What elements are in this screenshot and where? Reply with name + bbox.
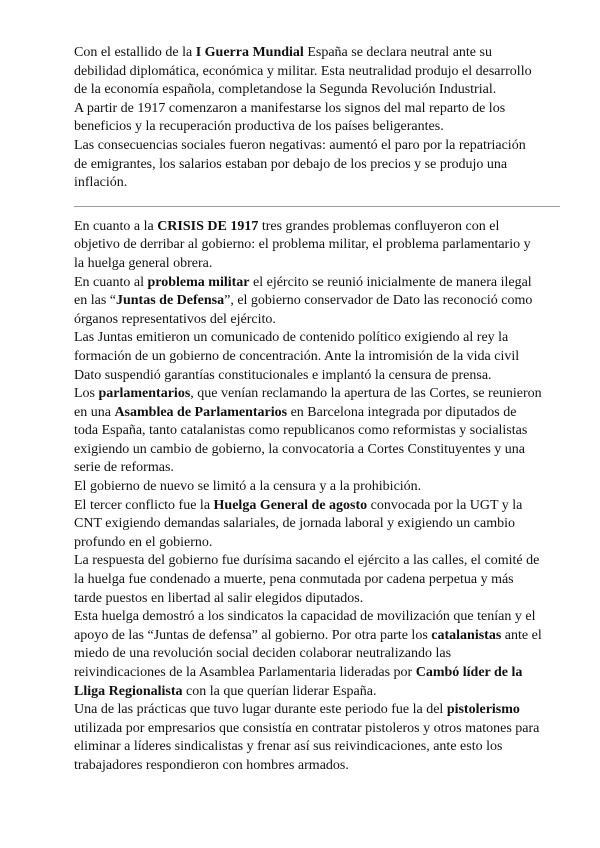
bold-term: catalanistas [431,627,502,643]
paragraph-guerra-mundial: Con el estallido de la I Guerra Mundial España se declara neutral ante su debilidad diplomática, económica y militar. Esta neutralidad produjo el desarrollo de la economía española, completandose la Segunda Revolución Industrial. [74,45,532,98]
bold-term: Huelga General de agosto [213,497,368,513]
bold-term: parlamentarios [98,386,191,402]
bold-term: Cambó líder de la Lliga Regionalista [74,665,523,699]
bold-term: I Guerra Mundial [195,45,304,60]
paragraph-respuesta-gobierno: La respuesta del gobierno fue durísima sacando el ejército a las calles, el comité de la huelga fue condenado a muerte, pena conmutada por cadena perpetua y más tarde puestos en libertad al salir elegidos diputados. [74,553,540,606]
horizontal-divider [74,206,560,207]
paragraph-consecuencias: Las consecuencias sociales fueron negativas: aumentó el paro por la repatriación de emigrantes, los salarios estaban por debajo de los precios y se produjo una inflación. [74,137,526,191]
paragraph-huelga-general: El tercer conflicto fue la Huelga General de agosto convocada por la UGT y la CNT exigiendo demandas salariales, de jornada laboral y exigiendo un cambio profundo en el gobierno. [74,497,523,550]
bold-term: pistolerismo [446,702,520,718]
paragraph-juntas-comunicado: Las Juntas emitieron un comunicado de contenido político exigiendo al rey la formación de un gobierno de concentración. Ante la intromisión de la vida civil Dato suspendió garantías constitucionales e implantó la censura de prensa. [74,330,520,383]
bold-term: CRISIS DE 1917 [157,218,259,234]
paragraph-problema-militar: En cuanto al problema militar el ejército se reunió inicialmente de manera ilegal en las “Juntas de Defensa”, el gobierno conservador de Dato las reconoció como órganos representativos del ejército. [74,274,533,327]
bold-term: problema militar [147,274,250,290]
paragraph-crisis-1917: En cuanto a la CRISIS DE 1917 tres grandes problemas confluyeron con el objetivo de derribar al gobierno: el problema militar, el problema parlamentario y la huelga general obrera. [74,218,531,271]
paragraph-1917-signos: A partir de 1917 comenzaron a manifestarse los signos del mal reparto de los beneficios y la recuperación productiva de los países beligerantes. [74,100,506,135]
paragraph-censura: El gobierno de nuevo se limitó a la censura y a la prohibición. [74,479,422,495]
paragraph-pistolerismo: Una de las prácticas que tuvo lugar durante este periodo fue la del pistolerismo utilizada por empresarios que consistía en contratar pistoleros y otros matones para eliminar a líderes sindicalistas y frenar así sus reivindicaciones, ante esto los trabajadores respondieron con hombres armados. [74,702,540,773]
bold-term: Asamblea de Parlamentarios [114,404,288,420]
paragraph-parlamentarios: Los parlamentarios, que venían reclamando la apertura de las Cortes, se reunieron en una Asamblea de Parlamentarios en Barcelona integrada por diputados de toda España, tanto catalanistas como republicanos como reformistas y socialistas exigiendo un cambio de gobierno, la convocatoria a Cortes Constituyentes y una serie de reformas. [74,386,542,476]
paragraph-catalanistas: Esta huelga demostró a los sindicatos la capacidad de movilización que tenían y el apoyo de las “Juntas de defensa” al gobierno. Por otra parte los catalanistas ante el miedo de una revolución social deciden colaborar neutralizando las reivindicaciones de la Asamblea Parlamentaria lideradas por Cambó líder de la Lliga Regionalista con la que querían liderar España. [74,609,542,699]
bold-term: Juntas de Defensa [115,293,225,309]
